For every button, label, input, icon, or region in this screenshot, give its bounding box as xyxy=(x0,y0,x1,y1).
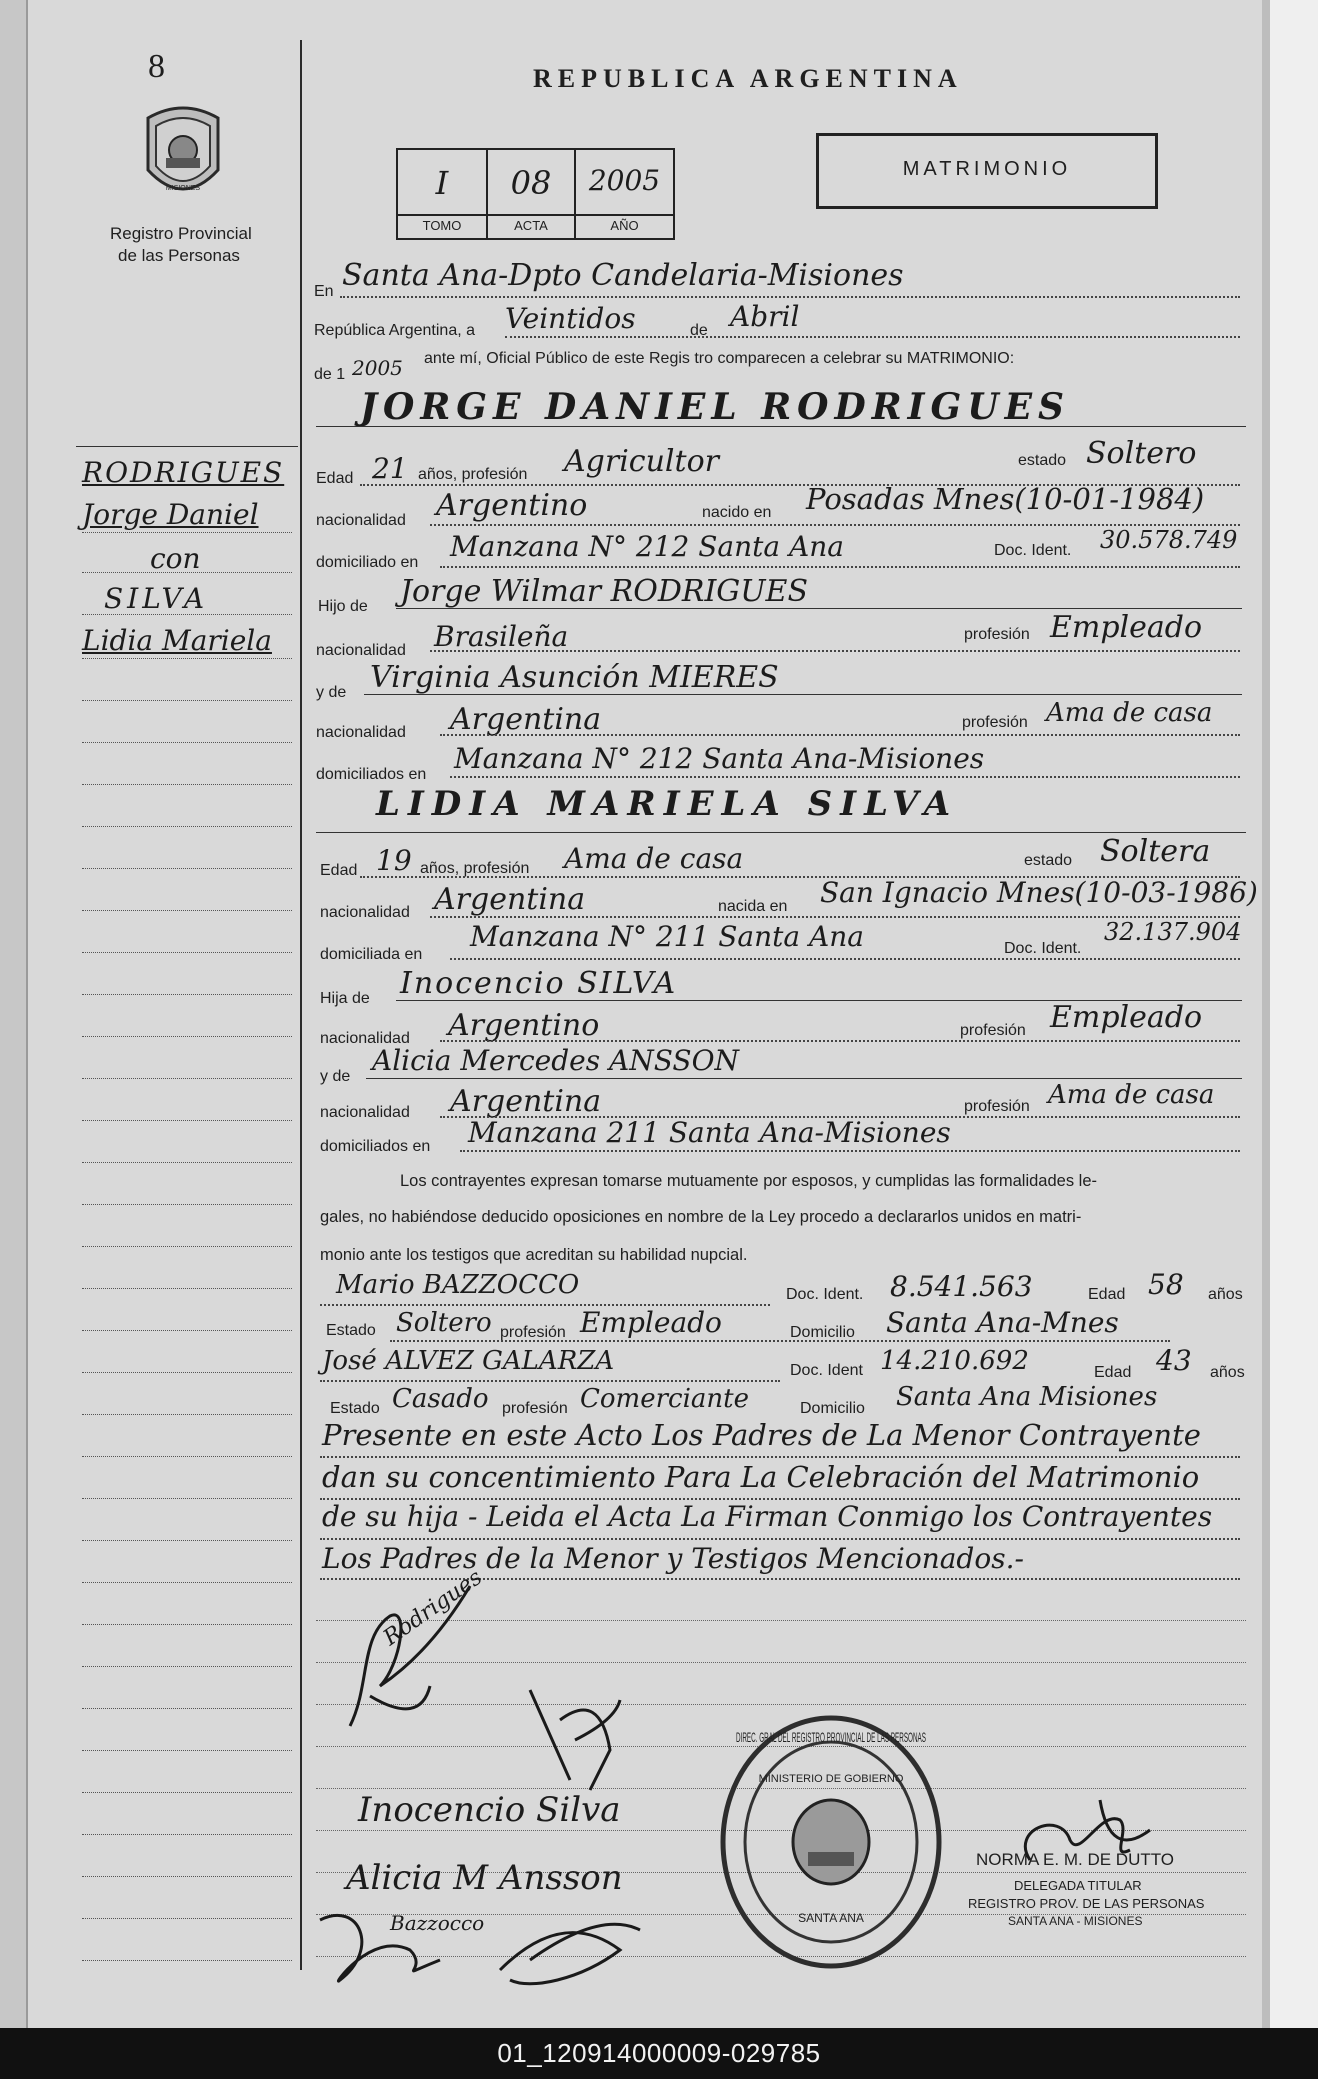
witness1-doc: 8.541.563 xyxy=(890,1270,1033,1303)
svg-text:Bazzocco: Bazzocco xyxy=(390,1911,485,1935)
bride-status: Soltera xyxy=(1100,834,1211,869)
bride-doms-label: domiciliados en xyxy=(320,1138,431,1155)
bride-father-prof-label: profesión xyxy=(960,1022,1026,1039)
note-line2: dan su concentimiento Para La Celebración del Matrimonio xyxy=(322,1460,1200,1494)
groom-dom-label: domiciliado en xyxy=(316,554,419,571)
witness2-doc: 14.210.692 xyxy=(880,1346,1029,1376)
bride-father-prof: Empleado xyxy=(1050,1000,1203,1035)
signature-mother: Alicia M Ansson xyxy=(346,1858,623,1898)
witness2-prof-label: profesión xyxy=(502,1400,568,1417)
groom-father: Jorge Wilmar RODRIGUES xyxy=(400,574,809,609)
note-line1: Presente en este Acto Los Padres de La Menor Contrayente xyxy=(322,1418,1201,1452)
groom-nac-label: nacionalidad xyxy=(316,512,406,529)
registry-line1: Registro Provincial xyxy=(110,224,252,243)
groom-address: Manzana N° 212 Santa Ana xyxy=(450,530,844,563)
acta-label: ACTA xyxy=(514,218,548,233)
body-line2: gales, no habiéndose deducido oposiciones en nombre de la Ley procedo a declararlos unidos en matri- xyxy=(320,1208,1082,1226)
acta-value: 08 xyxy=(510,164,552,202)
groom-mother: Virginia Asunción MIERES xyxy=(370,660,779,695)
groom-age: 21 xyxy=(372,452,408,485)
groom-name: JORGE DANIEL RODRIGUES xyxy=(360,386,1071,428)
svg-text:MISIONES: MISIONES xyxy=(165,185,201,192)
margin-given2: Lidia Mariela xyxy=(82,624,272,657)
year: 2005 xyxy=(352,356,403,380)
groom-doc: 30.578.749 xyxy=(1100,526,1238,554)
groom-estado-label: estado xyxy=(1018,452,1067,469)
groom-status: Soltero xyxy=(1086,436,1197,471)
de1-label: de 1 xyxy=(314,366,346,383)
bride-father: Inocencio SILVA xyxy=(400,966,678,1001)
en-label: En xyxy=(314,283,334,300)
day: Veintidos xyxy=(505,302,636,335)
bride-nac-label: nacionalidad xyxy=(320,904,410,921)
image-id-footer: 01_120914000009-029785 xyxy=(0,2028,1318,2079)
anio-value: 2005 xyxy=(588,164,661,197)
groom-father-nac-label: nacionalidad xyxy=(316,642,406,659)
bride-name: LIDIA MARIELA SILVA xyxy=(376,784,959,824)
witness1-prof-label: profesión xyxy=(500,1324,566,1341)
bride-estado-label: estado xyxy=(1024,852,1073,869)
official-stamp-icon xyxy=(716,1712,946,1972)
groom-father-prof: Empleado xyxy=(1050,610,1203,645)
svg-text:MINISTERIO DE GOBIERNO: MINISTERIO DE GOBIERNO xyxy=(758,1773,904,1785)
witness1-estado-label: Estado xyxy=(326,1322,376,1339)
bride-nationality: Argentina xyxy=(434,882,586,917)
body-line1: Los contrayentes expresan tomarse mutuamente por esposos, y cumplidas las formalidades le- xyxy=(400,1172,1098,1190)
groom-mother-prof: Ama de casa xyxy=(1046,698,1213,728)
witness2-estado-label: Estado xyxy=(330,1400,380,1417)
official-place: SANTA ANA - MISIONES xyxy=(1008,1914,1143,1928)
bride-nacida-label: nacida en xyxy=(718,898,788,915)
witness2-dom-label: Domicilio xyxy=(800,1400,865,1417)
signature-father: Inocencio Silva xyxy=(358,1790,621,1830)
witness1-anios-label: años xyxy=(1208,1286,1243,1303)
act-type: MATRIMONIO xyxy=(902,158,1072,180)
ante-text: ante mí, Oficial Público de este Regis tro comparecen a celebrar su MATRIMONIO: xyxy=(424,350,1015,367)
bride-mother-nac-label: nacionalidad xyxy=(320,1104,410,1121)
bride-edad-label: Edad xyxy=(320,862,358,879)
groom-doc-label: Doc. Ident. xyxy=(994,542,1072,559)
witness2-address: Santa Ana Misiones xyxy=(896,1382,1158,1412)
bride-age: 19 xyxy=(376,844,412,877)
margin-divider xyxy=(300,40,302,1970)
bride-father-nac: Argentino xyxy=(448,1008,600,1043)
signature-witnesses xyxy=(300,1890,660,2000)
bride-parents-address: Manzana 211 Santa Ana-Misiones xyxy=(468,1116,951,1149)
groom-father-prof-label: profesión xyxy=(964,626,1030,643)
republic-label: República Argentina, a xyxy=(314,322,475,339)
province-seal-icon xyxy=(138,100,228,212)
anio-label: AÑO xyxy=(610,218,639,233)
place: Santa Ana-Dpto Candelaria-Misiones xyxy=(342,258,904,293)
witness1-name: Mario BAZZOCCO xyxy=(336,1270,580,1300)
bride-anios-label: años, profesión xyxy=(420,860,530,877)
groom-birth: Posadas Mnes(10-01-1984) xyxy=(806,482,1205,516)
witness1-profession: Empleado xyxy=(580,1306,722,1339)
groom-father-nac: Brasileña xyxy=(434,620,569,653)
witness1-status: Soltero xyxy=(396,1308,492,1338)
bride-mother: Alicia Mercedes ANSSON xyxy=(372,1044,740,1077)
bride-birth: San Ignacio Mnes(10-03-1986) xyxy=(820,876,1258,909)
svg-text:DIREC. GRAL DEL REGISTRO PROVI: DIREC. GRAL DEL REGISTRO PROVINCIAL DE LAS PERSONAS xyxy=(736,1729,926,1745)
page-binding-edge xyxy=(0,0,28,2028)
margin-surname: RODRIGUES xyxy=(82,456,285,489)
witness2-edad-label: Edad xyxy=(1094,1364,1132,1381)
page-right-margin xyxy=(1262,0,1318,2028)
witness2-anios-label: años xyxy=(1210,1364,1245,1381)
witness2-name: José ALVEZ GALARZA xyxy=(322,1346,615,1376)
bride-mother-prof: Ama de casa xyxy=(1048,1080,1215,1110)
official-name: NORMA E. M. DE DUTTO xyxy=(976,1850,1175,1869)
groom-doms-label: domiciliados en xyxy=(316,766,427,783)
document-title: REPUBLICA ARGENTINA xyxy=(533,64,963,93)
tomo-value: I xyxy=(435,164,449,202)
margin-surname2: SILVA xyxy=(104,582,209,615)
bride-hija-label: Hija de xyxy=(320,990,370,1007)
witness1-address: Santa Ana-Mnes xyxy=(886,1306,1119,1339)
groom-profession: Agricultor xyxy=(564,444,719,479)
groom-mother-nac-label: nacionalidad xyxy=(316,724,406,741)
bride-mother-prof-label: profesión xyxy=(964,1098,1030,1115)
note-line3: de su hija - Leida el Acta La Firman Conmigo los Contrayentes xyxy=(322,1500,1213,1533)
bride-mother-nac: Argentina xyxy=(450,1084,602,1119)
groom-hijo-label: Hijo de xyxy=(318,598,368,615)
page-number: 8 xyxy=(148,48,165,85)
month: Abril xyxy=(730,300,800,333)
bride-address: Manzana N° 211 Santa Ana xyxy=(470,920,864,953)
de-label: de xyxy=(690,322,708,339)
bride-doc-label: Doc. Ident. xyxy=(1004,940,1082,957)
note-line4: Los Padres de la Menor y Testigos Mencionados.- xyxy=(322,1542,1024,1575)
tomo-label: TOMO xyxy=(422,218,462,233)
svg-text:SANTA ANA: SANTA ANA xyxy=(798,1911,864,1925)
signature-groom xyxy=(330,1565,490,1746)
body-line3: monio ante los testigos que acreditan su habilidad nupcial. xyxy=(320,1246,748,1264)
bride-doc: 32.137.904 xyxy=(1104,918,1242,946)
record-box xyxy=(396,148,675,240)
bride-profession: Ama de casa xyxy=(564,842,744,875)
official-registry: REGISTRO PROV. DE LAS PERSONAS xyxy=(968,1896,1205,1911)
act-type-box xyxy=(816,133,1158,209)
margin-con: con xyxy=(150,542,201,575)
groom-nationality: Argentino xyxy=(436,488,588,523)
witness1-edad-label: Edad xyxy=(1088,1286,1126,1303)
groom-nacido-label: nacido en xyxy=(702,504,772,521)
official-role: DELEGADA TITULAR xyxy=(1014,1878,1142,1893)
bride-yde-label: y de xyxy=(320,1068,351,1085)
signature-bride xyxy=(520,1680,630,1800)
svg-text:Rodrigues: Rodrigues xyxy=(379,1565,487,1651)
groom-anios-label: años, profesión xyxy=(418,466,528,483)
bride-dom-label: domiciliada en xyxy=(320,946,423,963)
witness1-dom-label: Domicilio xyxy=(790,1324,855,1341)
witness2-doc-label: Doc. Ident xyxy=(790,1362,863,1379)
witness2-profession: Comerciante xyxy=(580,1384,749,1414)
registry-line2: de las Personas xyxy=(118,246,240,265)
margin-given: Jorge Daniel xyxy=(82,498,259,531)
groom-edad-label: Edad xyxy=(316,470,354,487)
groom-mother-nac: Argentina xyxy=(450,702,602,737)
witness2-age: 43 xyxy=(1156,1344,1192,1377)
groom-parents-address: Manzana N° 212 Santa Ana-Misiones xyxy=(454,742,985,775)
groom-yde-label: y de xyxy=(316,684,347,701)
witness1-age: 58 xyxy=(1148,1268,1184,1301)
witness1-doc-label: Doc. Ident. xyxy=(786,1286,864,1303)
bride-father-nac-label: nacionalidad xyxy=(320,1030,410,1047)
witness2-status: Casado xyxy=(392,1384,489,1414)
groom-mother-prof-label: profesión xyxy=(962,714,1028,731)
